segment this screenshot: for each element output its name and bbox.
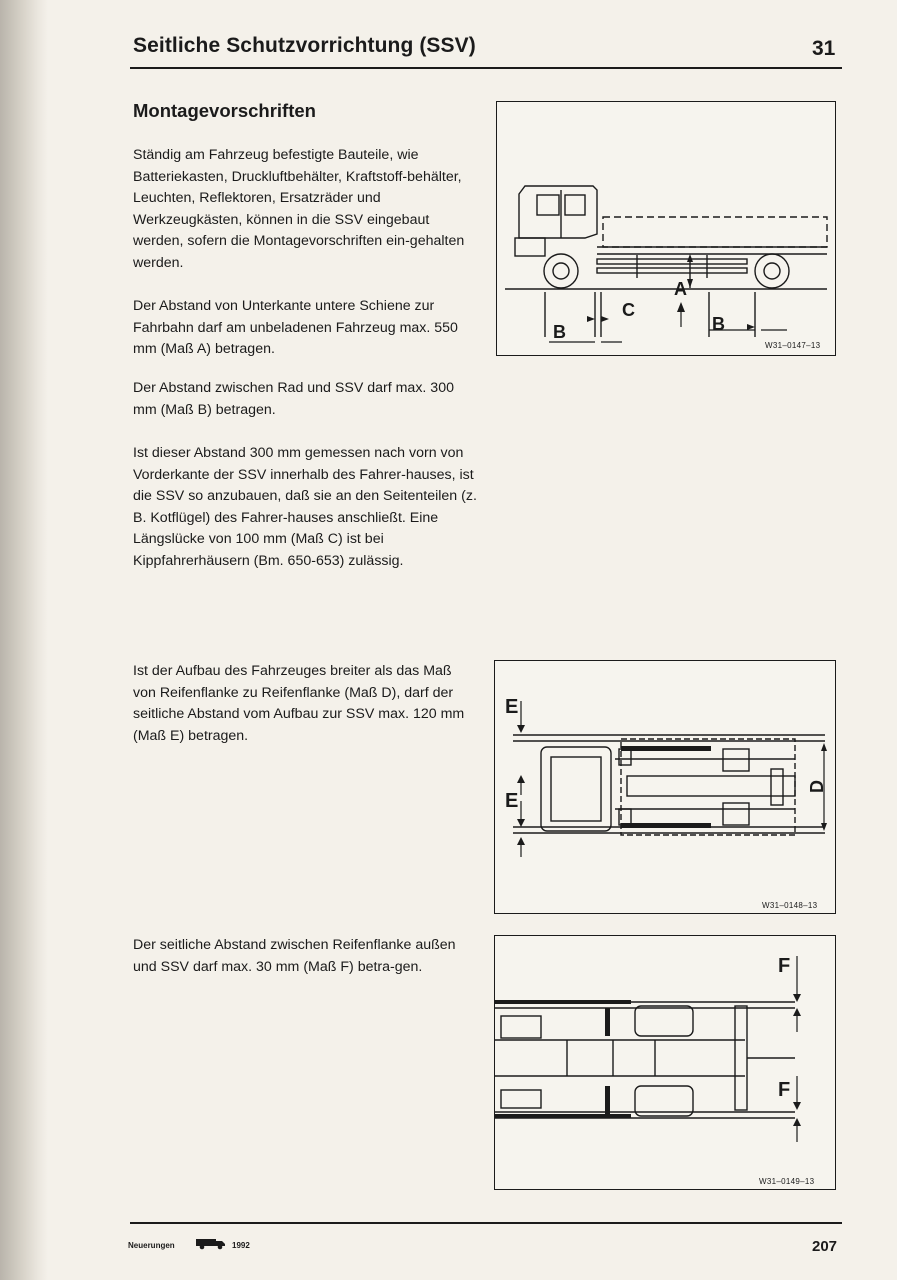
page-title: Seitliche Schutzvorrichtung (SSV) [133, 34, 476, 57]
footer-label: Neuerungen [128, 1241, 175, 1250]
footer-page-number: 207 [812, 1238, 838, 1255]
header-divider [130, 67, 842, 69]
label-e-top: E [505, 696, 519, 718]
paragraph-dimension-c: Ist dieser Abstand 300 mm gemessen nach vorn von Vorderkante der SSV innerhalb des Fahrer-hauses, ist die SSV so anzubauen, daß sie an den Seitenteilen (z. B. Kotflügel) des Fahrer-hauses anschließt. Eine Längslücke von 100 mm (Maß C) ist bei Kippfahrerhäusern (Bm. 650-653) zulässig. [133, 445, 477, 569]
figure-top-view-width [494, 660, 836, 914]
tyre-distance-drawing [495, 936, 835, 1189]
truck-icon [196, 1236, 226, 1250]
footer-year: 1992 [232, 1241, 250, 1250]
side-view-drawing [497, 102, 835, 355]
footer-divider [130, 1222, 842, 1224]
paragraph-dimension-a: Der Abstand von Unterkante untere Schiene zur Fahrbahn darf am unbeladenen Fahrzeug max. 550 mm (Maß A) betragen. [133, 298, 458, 358]
paragraph-dimension-f: Der seitliche Abstand zwischen Reifenflanke außen und SSV darf max. 30 mm (Maß F) betra-gen. [133, 937, 456, 975]
figure-id: W31–0147–13 [765, 341, 821, 350]
top-view-width-drawing [495, 661, 835, 913]
section-heading: Montagevorschriften [133, 100, 316, 121]
label-d: D [807, 780, 827, 793]
paragraph-dimension-d-e: Ist der Aufbau des Fahrzeuges breiter als das Maß von Reifenflanke zu Reifenflanke (Maß D), darf der seitliche Abstand vom Aufbau zur SSV max. 120 mm (Maß E) betragen. [133, 663, 465, 744]
label-c: C [622, 300, 635, 320]
header-page-number: 31 [812, 37, 836, 60]
paragraph-fixed-components: Ständig am Fahrzeug befestigte Bauteile, wie Batteriekasten, Druckluftbehälter, Kraftstoff-behälter, Leuchten, Reflektoren, Ersatzräder und Werkzeugkästen, können in die SSV eingebaut werden, sofern die Montagevorschriften ein-gehalten werden. [133, 147, 465, 271]
figure-tyre-distance [494, 935, 836, 1190]
label-f-top: F [778, 955, 791, 977]
figure-id: W31–0148–13 [762, 901, 818, 910]
book-spine-shadow [0, 0, 48, 1280]
label-b-left: B [553, 322, 566, 342]
paragraph-dimension-b: Der Abstand zwischen Rad und SSV darf max. 300 mm (Maß B) betragen. [133, 380, 454, 418]
label-e-bottom: E [505, 790, 519, 812]
label-a: A [674, 279, 687, 299]
figure-side-view [496, 101, 836, 356]
figure-id: W31–0149–13 [759, 1177, 815, 1186]
label-f-bottom: F [778, 1079, 791, 1101]
label-b-right: B [712, 314, 725, 334]
